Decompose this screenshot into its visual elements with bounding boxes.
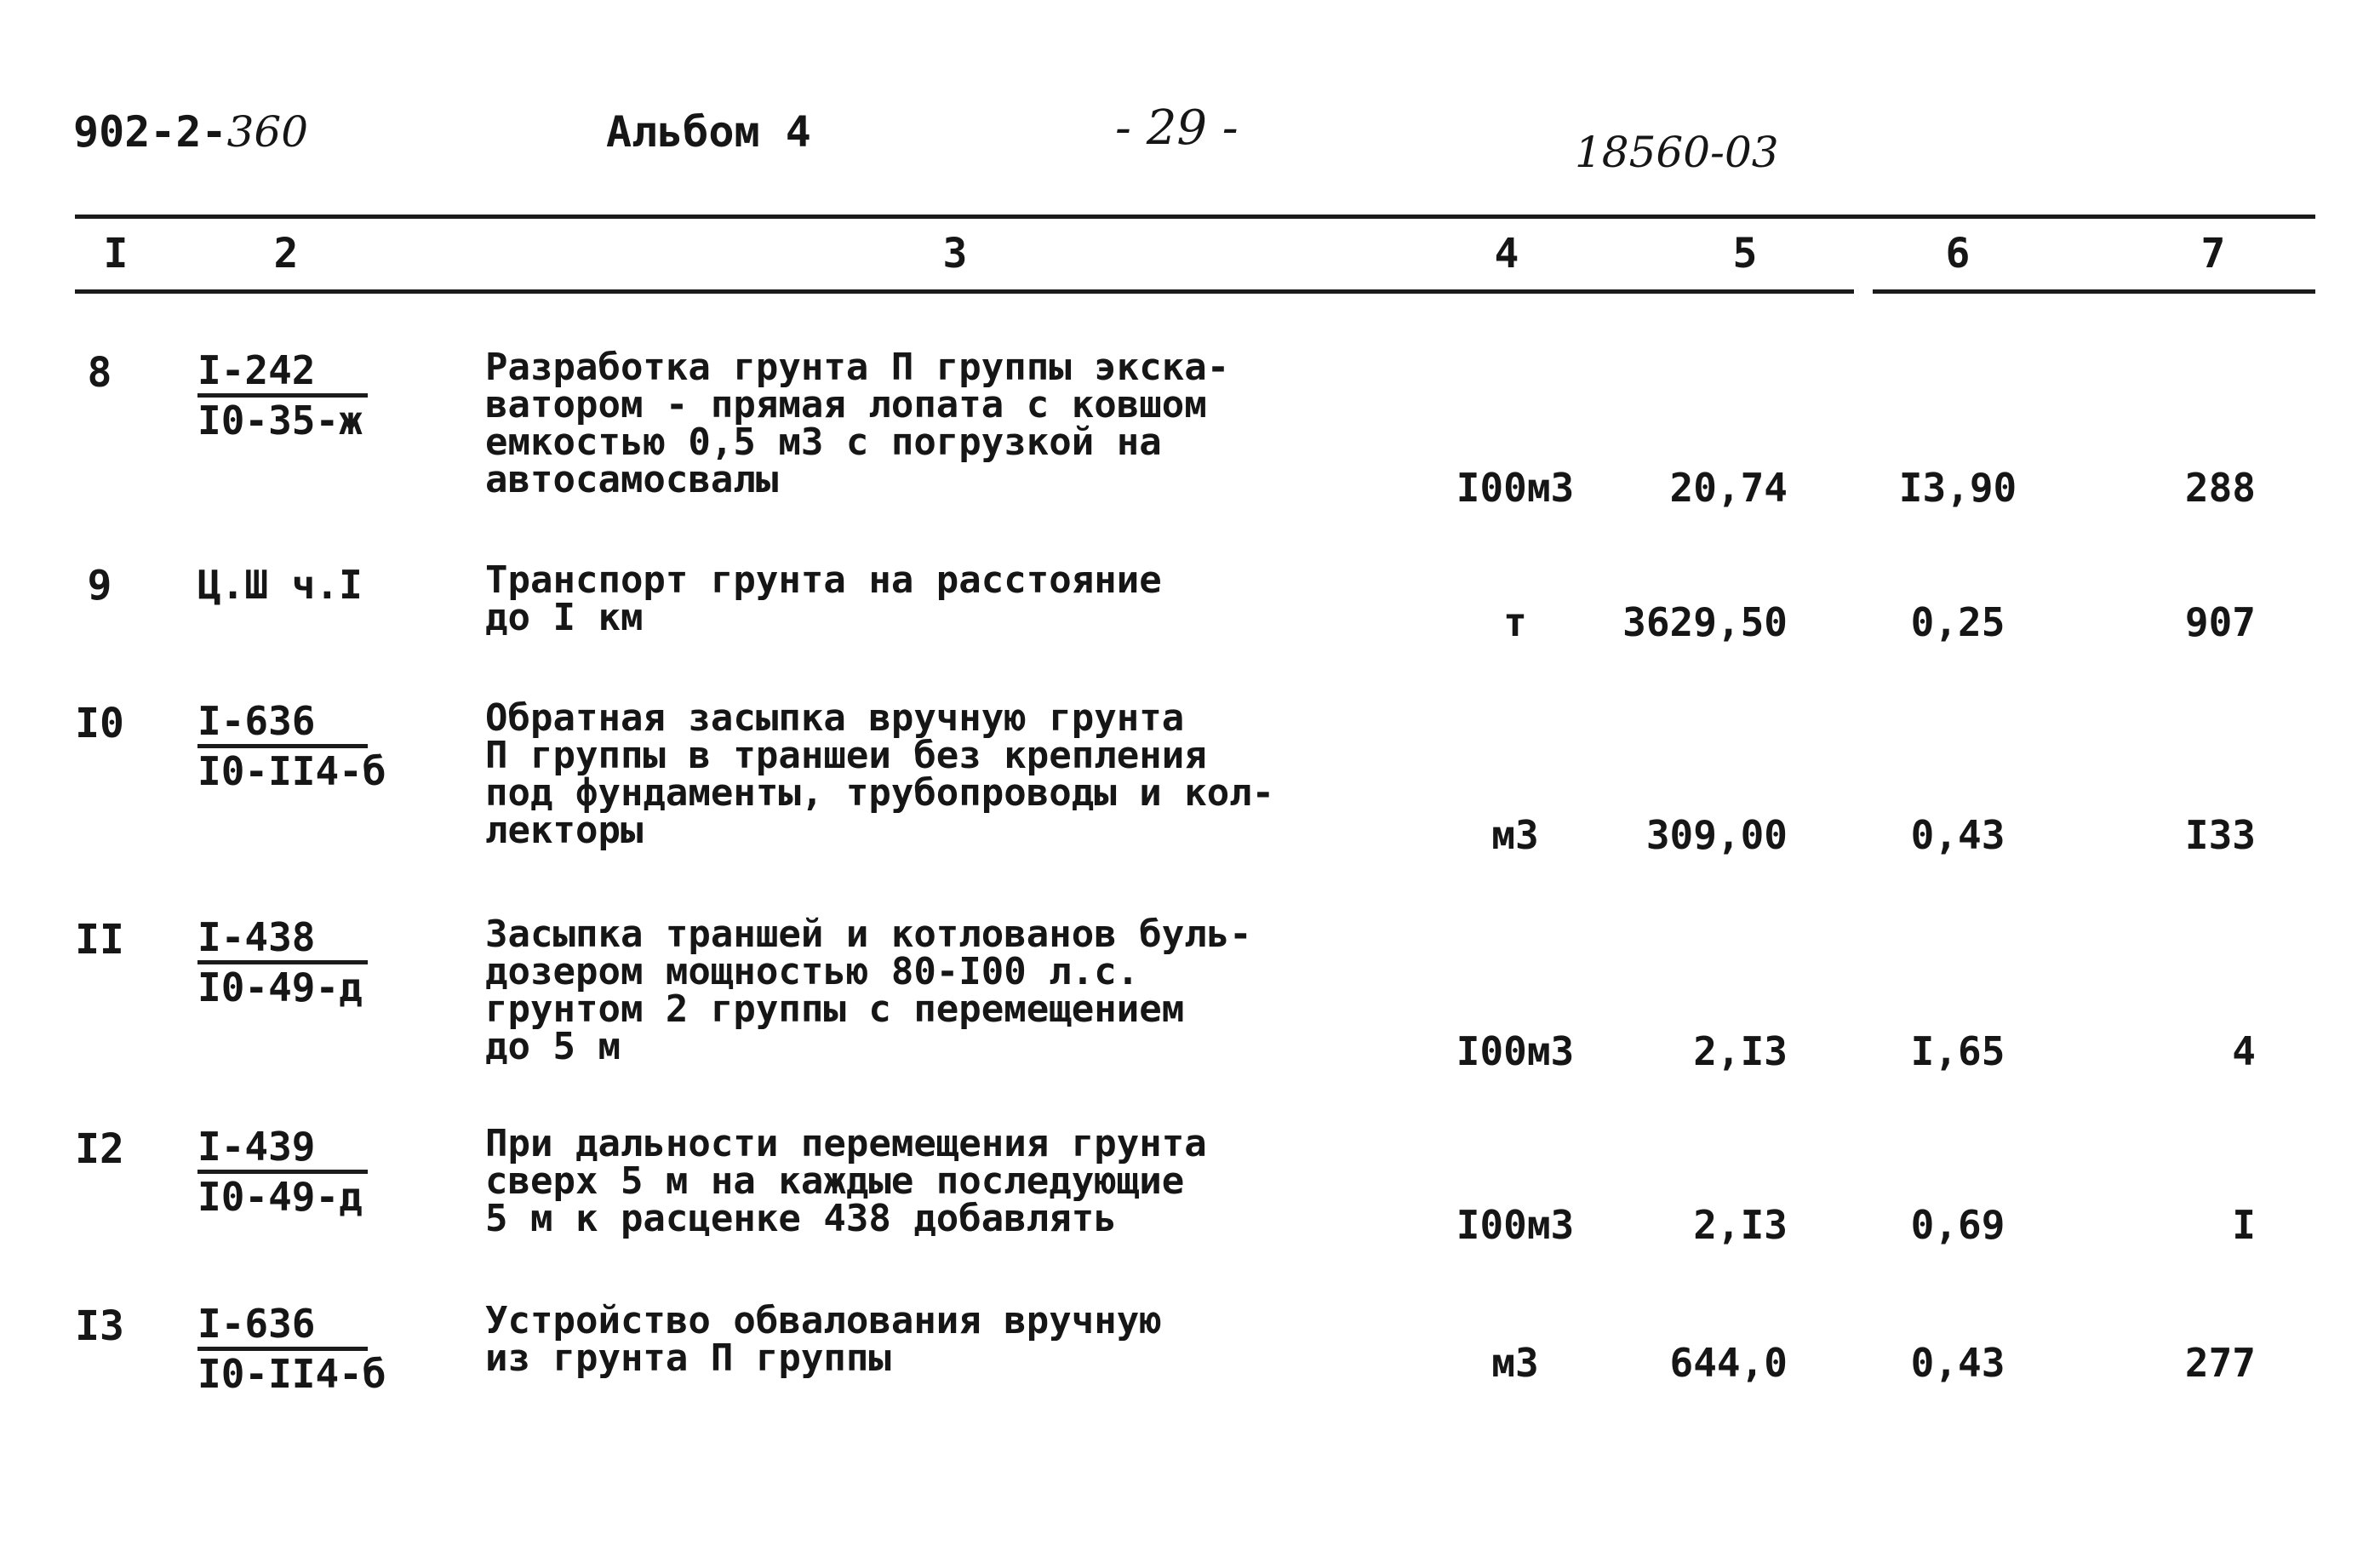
column-header-6: 6 bbox=[1945, 230, 1971, 278]
rate-code-bottom: I0-II4-б bbox=[197, 1351, 386, 1397]
total-cost: 907 bbox=[2184, 599, 2256, 645]
rate-code-bottom: I0-II4-б bbox=[197, 748, 386, 794]
rate-code-bottom: I0-49-д bbox=[197, 964, 363, 1010]
album-label: Альбом 4 bbox=[606, 107, 811, 157]
description-line: лекторы bbox=[485, 809, 644, 852]
drawing-stamp-number: 18560-03 bbox=[1575, 128, 1779, 177]
description-line: до I км bbox=[485, 596, 644, 639]
quantity: 2,I3 bbox=[1693, 1028, 1788, 1074]
document-code-prefix: 902-2- bbox=[73, 107, 227, 157]
header-bottom-rule-left bbox=[75, 289, 1854, 294]
work-description bbox=[485, 1122, 1345, 1240]
description-line: под фундаменты, трубопроводы и кол- bbox=[485, 771, 1275, 815]
rate-code bbox=[197, 916, 368, 1009]
row-number: I0 bbox=[75, 700, 124, 747]
description-line: 5 м к расценке 438 добавлять bbox=[485, 1197, 1117, 1240]
column-header-1: I bbox=[103, 230, 129, 278]
column-header-2: 2 bbox=[273, 230, 299, 278]
description-line: П группы в траншеи без крепления bbox=[485, 734, 1207, 777]
work-description bbox=[485, 913, 1345, 1068]
column-header-4: 4 bbox=[1494, 230, 1519, 278]
rate-code-top: I-242 bbox=[197, 349, 368, 398]
unit: м3 bbox=[1491, 812, 1539, 858]
description-line: ватором - прямая лопата с ковшом bbox=[485, 383, 1207, 426]
rate-code bbox=[197, 1302, 386, 1395]
quantity: 20,74 bbox=[1669, 465, 1788, 511]
unit-price: I,65 bbox=[1910, 1028, 2005, 1074]
description-line: Устройство обвалования вручную bbox=[485, 1299, 1162, 1342]
description-line: Транспорт грунта на расстояние bbox=[485, 558, 1162, 602]
total-cost: 288 bbox=[2184, 465, 2256, 511]
page-number: - 29 - bbox=[1115, 100, 1239, 156]
total-cost: 4 bbox=[2232, 1028, 2256, 1074]
rate-code bbox=[197, 700, 386, 793]
work-description bbox=[485, 696, 1345, 852]
description-line: из грунта П группы bbox=[485, 1336, 891, 1380]
rate-code-top: I-438 bbox=[197, 916, 368, 964]
description-line: емкостью 0,5 м3 с погрузкой на bbox=[485, 421, 1162, 464]
row-number: 9 bbox=[87, 562, 112, 609]
column-header-3: 3 bbox=[942, 230, 968, 278]
description-line: Обратная засыпка вручную грунта bbox=[485, 696, 1185, 740]
unit: I00м3 bbox=[1456, 465, 1575, 511]
unit-price: 0,25 bbox=[1910, 599, 2005, 645]
unit-price: 0,69 bbox=[1910, 1202, 2005, 1248]
description-line: до 5 м bbox=[485, 1025, 621, 1068]
description-line: автосамосвалы bbox=[485, 458, 779, 501]
column-header-5: 5 bbox=[1732, 230, 1758, 278]
table-top-rule bbox=[75, 215, 2315, 219]
document-code-handwritten: 360 bbox=[226, 107, 309, 157]
rate-code-bottom: I0-49-д bbox=[197, 1174, 363, 1220]
work-description bbox=[485, 558, 1345, 639]
rate-code bbox=[197, 562, 363, 606]
unit-price: 0,43 bbox=[1910, 1340, 2005, 1386]
description-line: грунтом 2 группы с перемещением bbox=[485, 987, 1185, 1031]
rate-code-top: I-636 bbox=[197, 1302, 368, 1351]
description-line: сверх 5 м на каждые последующие bbox=[485, 1159, 1185, 1203]
row-number: 8 bbox=[87, 349, 112, 397]
quantity: 309,00 bbox=[1645, 812, 1788, 858]
document-code bbox=[73, 107, 308, 157]
total-cost: 277 bbox=[2184, 1340, 2256, 1386]
unit-price: I3,90 bbox=[1898, 465, 2017, 511]
quantity: 2,I3 bbox=[1693, 1202, 1788, 1248]
rate-code-top: Ц.Ш ч.I bbox=[197, 562, 363, 608]
row-number: II bbox=[75, 916, 124, 964]
row-number: I3 bbox=[75, 1302, 124, 1350]
column-header-7: 7 bbox=[2200, 230, 2226, 278]
description-line: Засыпка траншей и котлованов буль- bbox=[485, 913, 1252, 956]
unit-price: 0,43 bbox=[1910, 812, 2005, 858]
rate-code bbox=[197, 1125, 368, 1218]
quantity: 644,0 bbox=[1669, 1340, 1788, 1386]
rate-code-top: I-439 bbox=[197, 1125, 368, 1174]
rate-code bbox=[197, 349, 368, 442]
rate-code-top: I-636 bbox=[197, 700, 368, 748]
quantity: 3629,50 bbox=[1622, 599, 1788, 645]
rate-code-bottom: I0-35-ж bbox=[197, 398, 363, 444]
work-description bbox=[485, 346, 1345, 501]
description-line: дозером мощностью 80-I00 л.с. bbox=[485, 950, 1140, 993]
unit: т bbox=[1503, 599, 1527, 645]
unit: I00м3 bbox=[1456, 1028, 1575, 1074]
header-bottom-rule-right bbox=[1873, 289, 2315, 294]
work-description bbox=[485, 1299, 1345, 1380]
row-number: I2 bbox=[75, 1125, 124, 1173]
total-cost: I33 bbox=[2184, 812, 2256, 858]
description-line: Разработка грунта П группы экска- bbox=[485, 346, 1230, 389]
description-line: При дальности перемещения грунта bbox=[485, 1122, 1207, 1165]
unit: м3 bbox=[1491, 1340, 1539, 1386]
unit: I00м3 bbox=[1456, 1202, 1575, 1248]
total-cost: I bbox=[2232, 1202, 2256, 1248]
